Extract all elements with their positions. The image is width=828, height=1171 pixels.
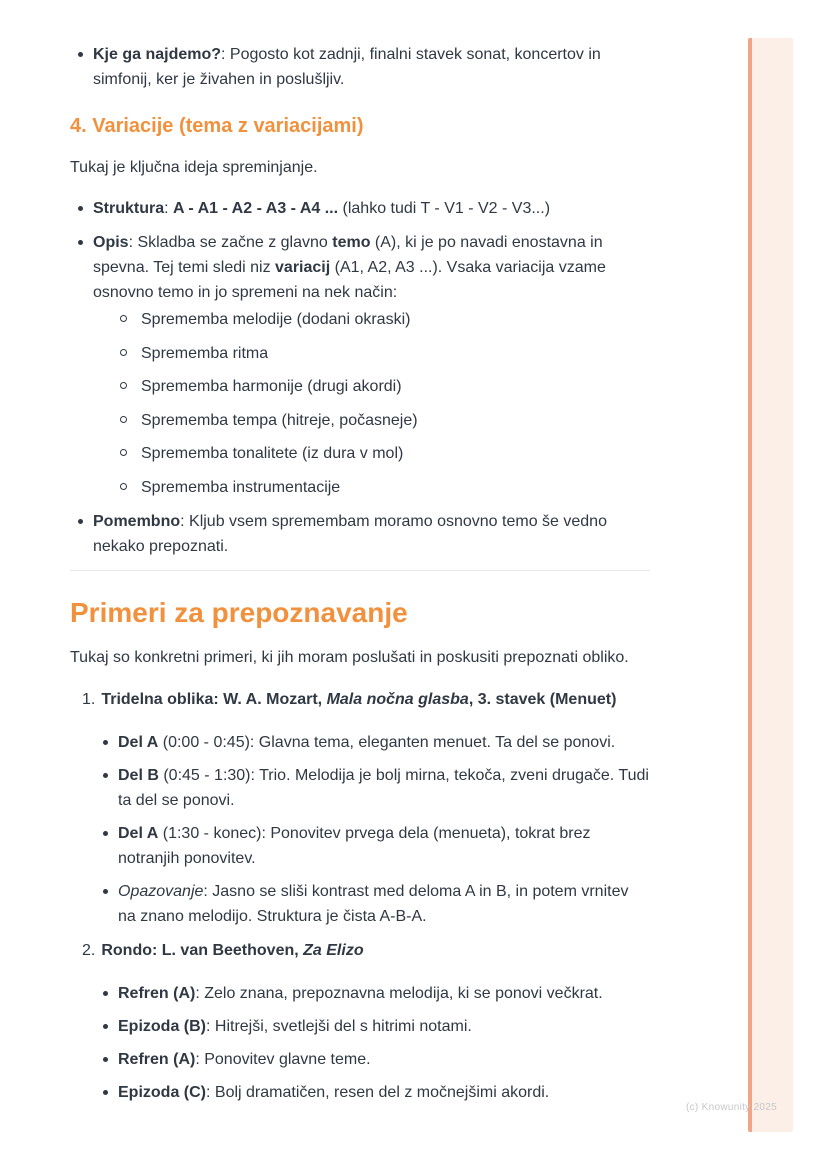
text-run: Opazovanje [118, 882, 204, 900]
list-item [70, 42, 650, 92]
paragraph: Tukaj so konkretni primeri, ki jih moram poslušati in poskusiti prepoznati obliko. [70, 648, 629, 666]
list-item [70, 730, 650, 755]
item-number: 2. [82, 941, 96, 959]
text-run: : Kljub vsem spremembam moramo osnovno temo še vedno nekako prepoznati. [93, 512, 607, 555]
text-run: (0:45 - 1:30): Trio. Melodija je bolj mirna, tekoča, zveni drugače. Tudi ta del se ponovi. [118, 766, 649, 809]
item-bullet-list [70, 981, 650, 1105]
text-run: Refren (A) [118, 984, 196, 1002]
list-item [70, 1080, 650, 1105]
text-run: : [164, 200, 174, 217]
sub-list-item [93, 408, 650, 433]
text-run: Pomembno [93, 512, 181, 530]
list-item [70, 1047, 650, 1072]
text-run: Del A [118, 733, 159, 751]
paragraph: Tukaj je ključna ideja spreminjanje. [70, 159, 318, 176]
divider [70, 570, 650, 571]
text-run: Sprememba ritma [141, 344, 269, 362]
numbered-item [70, 687, 650, 929]
text-run: : Ponovitev glavne teme. [195, 1050, 371, 1068]
text-run: Sprememba harmonije (drugi akordi) [141, 378, 402, 395]
item-title-text [101, 942, 363, 959]
text-run: Sprememba tempa (hitreje, počasneje) [141, 411, 418, 429]
text-run: Tridelna oblika: W. A. Mozart, [101, 690, 327, 708]
text-run: temo [332, 234, 371, 251]
text-run: (A), ki je po navadi enostavna in spevna. Tej temi sledi niz [93, 234, 603, 276]
numbered-item [70, 938, 650, 1105]
text-run: Sprememba instrumentacije [141, 478, 341, 496]
item-number: 1. [82, 690, 96, 708]
text-run: Kje ga najdemo? [93, 46, 222, 63]
text-run: : Jasno se sliši kontrast med deloma A in B, in potem vrnitev na znano melodijo. Struktura je čista A-B-A. [118, 882, 629, 925]
text-run: : Skladba se začne z glavno [128, 234, 333, 251]
bullet-list [70, 42, 650, 92]
text-run: (1:30 - konec): Ponovitev prvega dela (menueta), tokrat brez notranjih ponovitev. [118, 824, 591, 867]
text-run: Mala nočna glasba [326, 690, 469, 708]
list-item [70, 196, 650, 221]
sub-list-item [93, 307, 650, 332]
text-run: Del A [118, 824, 159, 842]
text-run: Del B [118, 766, 159, 784]
text-run: Epizoda (B) [118, 1017, 206, 1035]
text-run: : Zelo znana, prepoznavna melodija, ki se ponovi večkrat. [195, 984, 603, 1002]
sub-list-item [93, 475, 650, 500]
numbered-item-title [70, 687, 650, 712]
list-item [70, 821, 650, 871]
text-run: Rondo: L. van Beethoven, [101, 941, 304, 959]
sub-list-item [93, 341, 650, 366]
text-run: : Pogosto kot zadnji, finalni stavek sonat, koncertov in simfonij, ker je živahen in poslušljiv. [93, 46, 601, 88]
text-run: (A1, A2, A3 ...). Vsaka variacija vzame osnovno temo in jo spremeni na nek način: [93, 259, 606, 301]
list-item [70, 230, 650, 500]
text-run: Epizoda (C) [118, 1083, 206, 1101]
section-title: Primeri za prepoznavanje [70, 596, 408, 628]
list-item [70, 763, 650, 813]
page-edge-stripe [748, 38, 793, 1132]
sub-bullet-list [93, 307, 650, 500]
text-run: (0:00 - 0:45): Glavna tema, eleganten menuet. Ta del se ponovi. [158, 733, 616, 751]
subsection-title: 4. Variacije (tema z variacijami) [70, 115, 364, 137]
text-run: A - A1 - A2 - A3 - A4 ... [173, 200, 339, 217]
text-run: Refren (A) [118, 1050, 196, 1068]
text-run: Za Elizo [303, 941, 364, 959]
text-run: : Hitrejši, svetlejši del s hitrimi notami. [206, 1017, 472, 1035]
item-title-text [101, 691, 616, 708]
numbered-list [70, 687, 650, 1105]
list-item [70, 1014, 650, 1039]
text-run: : Bolj dramatičen, resen del z močnejšimi akordi. [206, 1083, 550, 1101]
list-item [70, 981, 650, 1006]
text-run: (lahko tudi T - V1 - V2 - V3...) [338, 200, 551, 217]
watermark: (c) Knowunity 2025 [686, 1102, 778, 1113]
text-run: Sprememba melodije (dodani okraski) [141, 311, 411, 328]
text-run: Struktura [93, 200, 165, 217]
bullet-list [70, 196, 650, 559]
text-run: , 3. stavek (Menuet) [468, 690, 617, 708]
text-run: variacij [275, 259, 331, 276]
list-item [70, 879, 650, 929]
text-run: Sprememba tonalitete (iz dura v mol) [141, 445, 404, 462]
document-content [70, 34, 650, 1114]
text-run: Opis [93, 234, 129, 251]
item-bullet-list [70, 730, 650, 929]
sub-list-item [93, 374, 650, 399]
sub-list-item [93, 441, 650, 466]
numbered-item-title [70, 938, 650, 963]
list-item [70, 509, 650, 559]
